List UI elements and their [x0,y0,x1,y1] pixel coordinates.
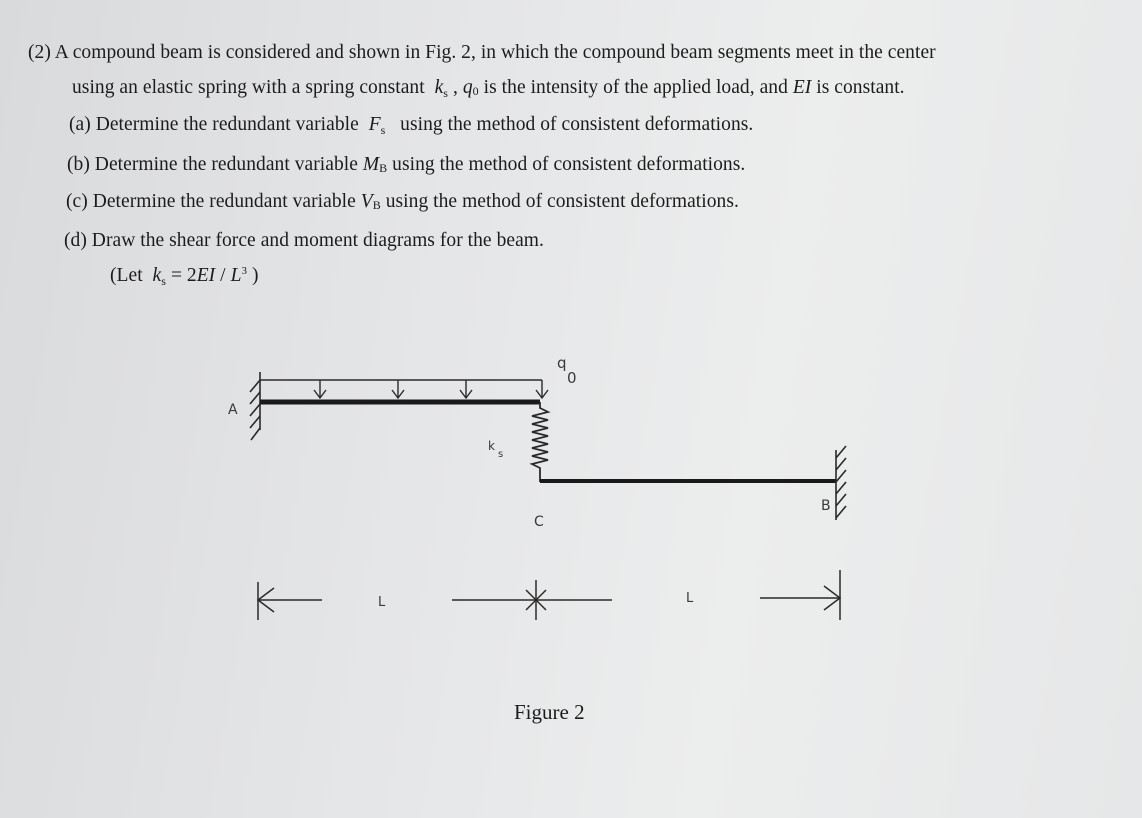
let-k: k [152,265,162,286]
mb-symbol: M [362,154,380,175]
part-c-prefix: (c) Determine the redundant variable [66,191,356,212]
problem-intro-2a: using an elastic spring with a spring constant [72,77,425,98]
fs-symbol: F [368,114,381,135]
fs-sub: s [380,123,386,137]
problem-intro-2c: is the intensity of the applied load, and [483,77,788,98]
part-b-prefix: (b) Determine the redundant variable [67,154,358,175]
label-a: A [228,402,238,418]
label-ks-sub: s [498,449,504,460]
ks-sub: s [443,86,449,100]
part-a-prefix: (a) Determine the redundant variable [69,114,359,135]
problem-intro-2d: is constant. [816,77,905,98]
part-c-suffix: using the method of consistent deformations. [385,191,739,212]
ei-symbol: EI [792,77,812,98]
label-q: q [557,354,567,372]
label-q-sub: 0 [567,369,577,387]
vb-symbol: V [360,191,373,212]
dimension-lines [258,570,840,620]
part-d-text: (d) Draw the shear force and moment diagrams for the beam. [64,230,544,251]
distributed-load [260,380,548,398]
ks-symbol: k [434,77,444,98]
let-l: L [230,265,242,286]
problem-intro-2b: , [452,77,458,98]
spring [532,402,548,482]
dim-label-left: L [378,595,386,610]
part-b-suffix: using the method of consistent deformations. [392,154,746,175]
q0-symbol: q [462,77,473,98]
mb-sub: B [379,161,388,175]
problem-intro-1: A compound beam is considered and shown in Fig. 2, in which the compound beam segments meet in the center [54,42,936,63]
let-l-sup: 3 [241,265,248,277]
let-ei: EI [196,265,216,286]
let-k-sub: s [161,274,166,288]
fixed-support-b [836,446,846,520]
label-ks: k [488,439,495,453]
figure-caption: Figure 2 [514,700,585,724]
part-a-suffix: using the method of consistent deformations. [400,114,754,135]
q0-sub: 0 [472,84,479,98]
fixed-support-a [250,372,260,440]
vb-sub: B [372,198,381,212]
dim-label-right: L [686,591,694,606]
let-eq: = 2 [170,265,197,286]
let-div: / [215,265,231,286]
let-close: ) [251,265,259,286]
let-prefix: (Let [110,265,143,286]
problem-number: (2) [28,42,51,63]
label-c: C [534,514,544,530]
label-b: B [821,498,831,514]
